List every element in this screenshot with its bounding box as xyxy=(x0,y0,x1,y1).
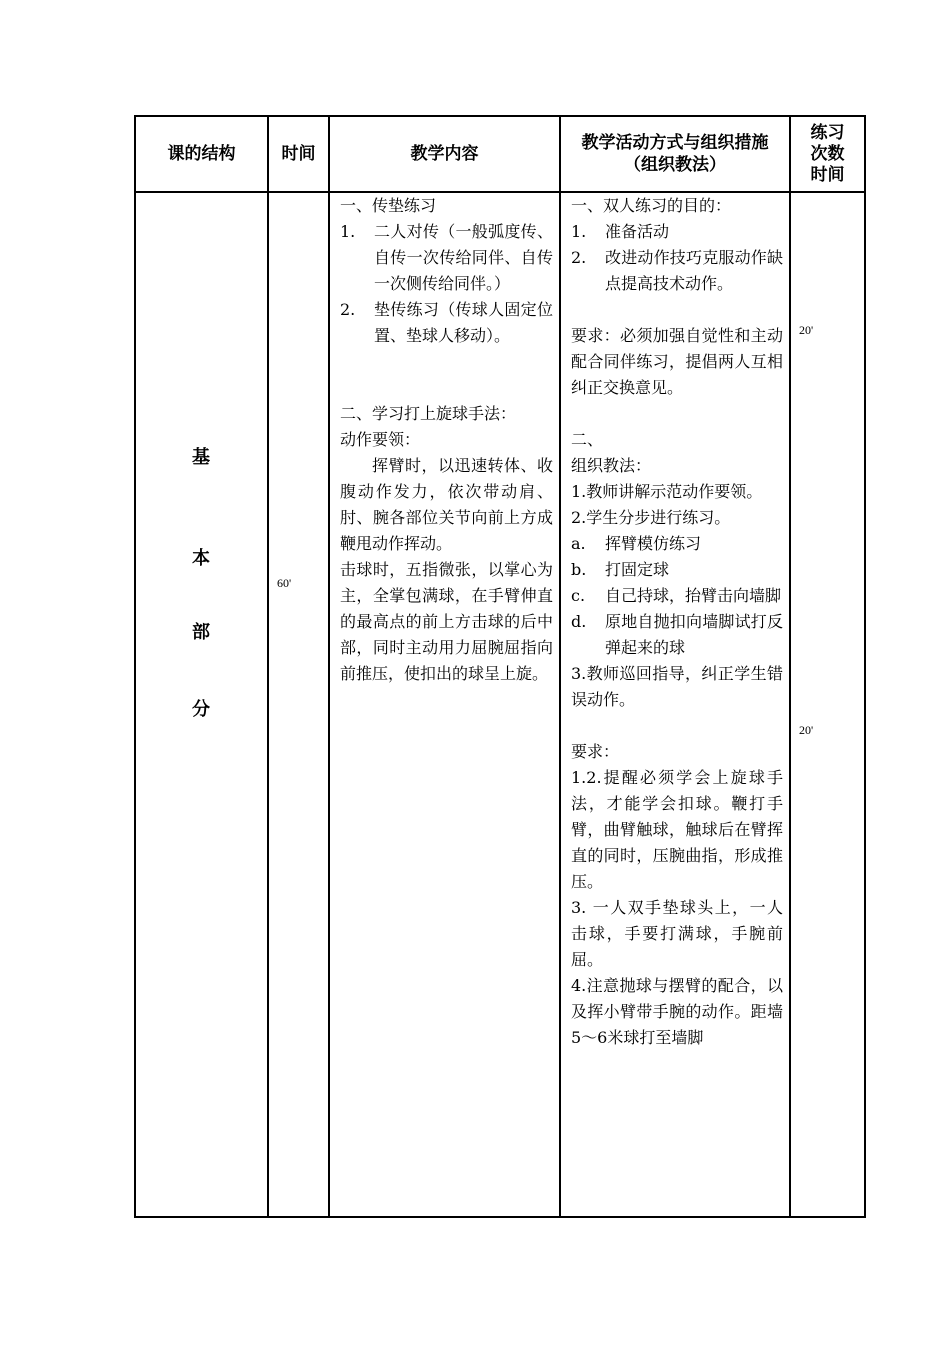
content-section2-title: 二、学习打上旋球手法： xyxy=(340,404,517,423)
methods-item-1-text: 准备活动 xyxy=(605,222,670,241)
header-methods xyxy=(560,116,790,192)
methods-substep-c xyxy=(571,583,783,609)
content-cell xyxy=(329,192,560,1217)
header-practice-line1: 练习 xyxy=(810,122,845,143)
methods-step-3: 3.教师巡回指导，纠正学生错误动作。 xyxy=(571,664,783,709)
methods-section1-title: 一、双人练习的目的： xyxy=(571,196,732,215)
methods-cell xyxy=(560,192,790,1217)
methods-step-1: 1.教师讲解示范动作要领。 xyxy=(571,482,763,501)
header-practice-line3: 时间 xyxy=(810,164,845,185)
methods-requirement-1: 要求：必须加强自觉性和主动配合同伴练习，提倡两人互相纠正交换意见。 xyxy=(571,326,783,397)
methods-substep-b-num: b. xyxy=(571,560,587,579)
methods-substep-c-num: c. xyxy=(571,586,586,605)
lesson-plan-table xyxy=(134,115,866,1218)
methods-substep-d-text: 原地自抛扣向墙脚试打反弹起来的球 xyxy=(605,612,783,657)
content-item-2-num: 2. xyxy=(340,300,356,319)
methods-step-2: 2.学生分步进行练习。 xyxy=(571,508,731,527)
header-practice-line2: 次数 xyxy=(810,143,845,164)
methods-organization-label: 组织教法： xyxy=(571,456,652,475)
methods-requirement-item-3: 4.注意抛球与摆臂的配合，以及挥小臂带手腕的动作。距墙5～6米球打至墙脚 xyxy=(571,976,783,1047)
structure-char-4: 分 xyxy=(192,699,210,720)
methods-substep-a xyxy=(571,531,783,557)
content-paragraph-1: 挥臂时，以迅速转体、收腹动作发力，依次带动肩、肘、腕各部位关节向前上方成鞭甩动作挥动。 xyxy=(340,456,553,553)
methods-substep-b-text: 打固定球 xyxy=(605,560,670,579)
content-item-1 xyxy=(340,219,553,297)
header-structure: 课的结构 xyxy=(135,116,268,192)
methods-item-2-num: 2. xyxy=(571,248,587,267)
content-item-1-num: 1. xyxy=(340,222,356,241)
content-item-1-text: 二人对传（一般弧度传、自传一次传给同伴、自传一次侧传给同伴。） xyxy=(374,222,553,293)
main-row xyxy=(135,192,865,1217)
methods-item-2 xyxy=(571,245,783,297)
methods-substep-c-text: 自己持球，抬臂击向墙脚 xyxy=(605,586,782,605)
content-section2-subtitle: 动作要领： xyxy=(340,430,421,449)
time-value: 60' xyxy=(277,576,292,590)
header-methods-line1: 教学活动方式与组织措施 xyxy=(581,133,769,153)
content-item-2-text: 垫传练习（传球人固定位置、垫球人移动）。 xyxy=(374,300,553,345)
methods-substep-d-num: d. xyxy=(571,612,587,631)
methods-text xyxy=(561,193,789,1051)
methods-requirement-item-1: 1.2.提醒必须学会上旋球手法，才能学会扣球。鞭打手臂，曲臂触球，触球后在臂挥直的同时，压腕曲指，形成推压。 xyxy=(571,768,783,891)
header-practice xyxy=(790,116,865,192)
structure-char-2: 本 xyxy=(192,548,210,569)
content-text xyxy=(330,193,559,687)
methods-substep-a-text: 挥臂模仿练习 xyxy=(605,534,702,553)
structure-char-3: 部 xyxy=(192,622,210,643)
methods-item-2-text: 改进动作技巧克服动作缺点提高技术动作。 xyxy=(605,248,783,293)
practice-cell xyxy=(790,192,865,1217)
methods-requirement-item-2: 3. 一人双手垫球头上，一人击球，手要打满球，手腕前屈。 xyxy=(571,898,783,969)
time-cell xyxy=(268,192,329,1217)
practice-time-2: 20' xyxy=(799,723,814,737)
methods-section2-title: 二、 xyxy=(571,430,604,449)
methods-substep-d xyxy=(571,609,783,661)
header-content: 教学内容 xyxy=(329,116,560,192)
header-methods-line2: （组织教法） xyxy=(624,155,726,175)
methods-substep-b xyxy=(571,557,783,583)
content-item-2 xyxy=(340,297,553,349)
header-row xyxy=(135,116,865,192)
methods-requirement-title: 要求： xyxy=(571,742,620,761)
methods-item-1-num: 1. xyxy=(571,222,587,241)
structure-cell xyxy=(135,192,268,1217)
content-paragraph-2: 击球时，五指微张，以掌心为主，全掌包满球，在手臂伸直的最高点的前上方击球的后中部，同时主动用力屈腕屈指向前推压，使扣出的球呈上旋。 xyxy=(340,560,553,683)
structure-char-1: 基 xyxy=(192,447,210,468)
methods-item-1 xyxy=(571,219,783,245)
practice-time-1: 20' xyxy=(799,323,814,337)
methods-substep-a-num: a. xyxy=(571,534,586,553)
header-time: 时间 xyxy=(268,116,329,192)
content-section1-title: 一、传垫练习 xyxy=(340,196,437,215)
